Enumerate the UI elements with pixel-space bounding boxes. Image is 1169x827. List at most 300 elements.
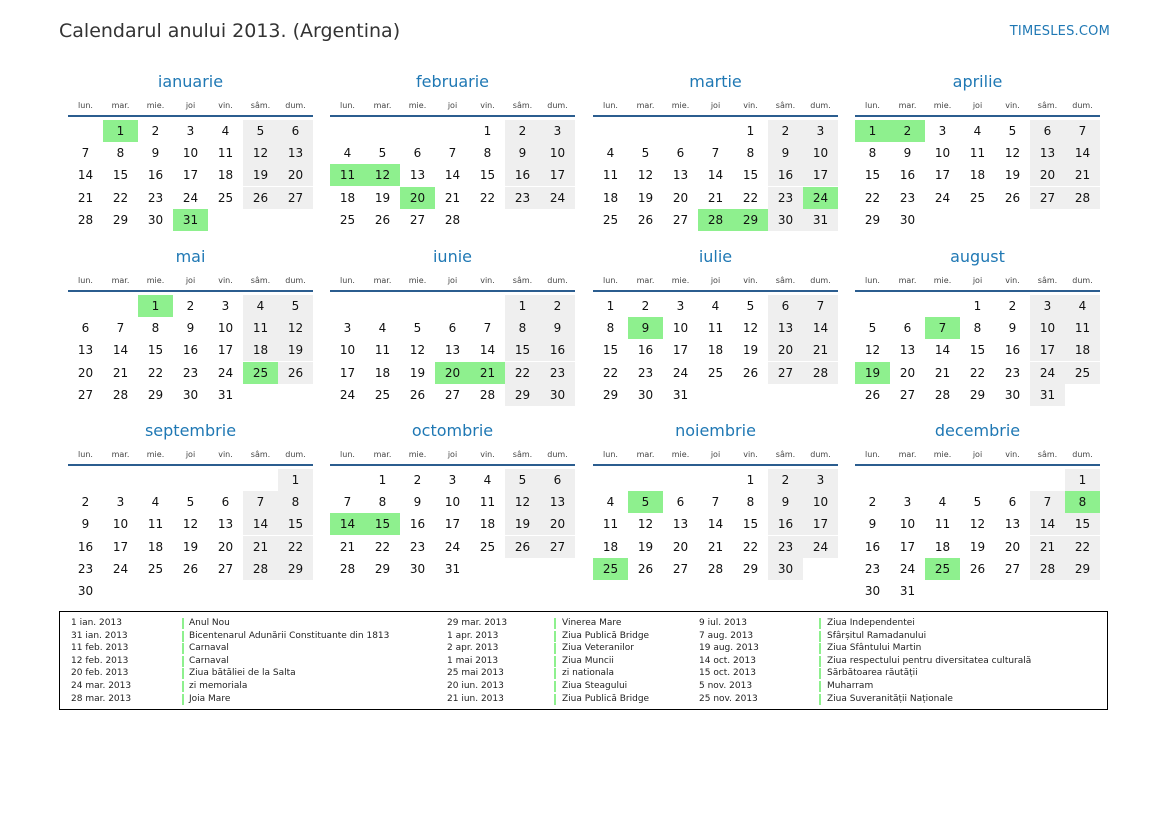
day-cell: 24: [934, 190, 951, 205]
day-cell: 2: [868, 495, 877, 510]
weekday-label: dum.: [285, 450, 306, 459]
day-cell: 27: [1030, 187, 1065, 209]
day-cell: 1: [746, 473, 755, 487]
day-cell: 22: [147, 365, 164, 380]
month-name: decembrie: [934, 421, 1021, 440]
holiday-marker: [182, 618, 184, 629]
holiday-day-cell: 20: [400, 187, 435, 209]
day-cell: 25: [479, 539, 496, 554]
weekday-label: lun.: [603, 450, 618, 459]
day-cell: 18: [934, 539, 951, 554]
day-cell: 9: [868, 517, 877, 532]
weekday-label: dum.: [810, 450, 831, 459]
day-cell: 6: [221, 495, 230, 510]
day-cell: 26: [409, 387, 426, 402]
day-cell: 17: [339, 365, 356, 380]
day-cell: 9: [505, 142, 540, 164]
day-cell: 14: [707, 517, 724, 532]
day-cell: 18: [479, 517, 496, 532]
day-cell: 2: [186, 299, 195, 313]
holiday-marker: [554, 631, 556, 642]
day-cell: 16: [899, 168, 916, 183]
month-name: noiembrie: [675, 421, 756, 440]
day-cell: 22: [112, 190, 129, 205]
day-cell: 9: [540, 317, 575, 339]
legend-item: [699, 693, 1069, 706]
holiday-marker: [182, 694, 184, 705]
day-cell: 14: [112, 343, 129, 358]
day-cell: 17: [444, 517, 461, 532]
brand-link[interactable]: TIMESLES.COM: [1009, 24, 1110, 39]
day-cell: 21: [339, 539, 356, 554]
holiday-marker: [554, 681, 556, 692]
weekday-header: [330, 450, 575, 464]
day-cell: 29: [602, 387, 619, 402]
day-cell: 4: [938, 495, 947, 510]
day-cell: 6: [448, 321, 457, 336]
day-cell: 24: [672, 365, 689, 380]
day-cell: 31: [899, 584, 916, 598]
day-cell: 16: [540, 339, 575, 361]
day-cell: 13: [444, 343, 461, 358]
day-cell: 18: [339, 190, 356, 205]
day-cell: 27: [672, 212, 689, 227]
weekday-label: sâm.: [250, 101, 271, 110]
day-cell: 23: [1004, 365, 1021, 380]
holiday-date: 1 apr. 2013: [447, 630, 499, 641]
day-cell: 3: [186, 124, 195, 138]
holiday-name: Ziua bătăliei de la Salta: [189, 668, 296, 679]
holiday-day-cell: 21: [470, 362, 505, 384]
day-cell: 13: [1030, 142, 1065, 164]
day-cell: 16: [768, 164, 803, 186]
holiday-date: 25 nov. 2013: [699, 693, 758, 704]
day-cell: 21: [1065, 164, 1100, 186]
legend-item: [71, 667, 441, 680]
day-cell: 22: [505, 362, 540, 384]
day-cell: 28: [479, 387, 496, 402]
day-cell: 20: [672, 539, 689, 554]
weekday-label: dum.: [810, 276, 831, 285]
holiday-marker: [819, 643, 821, 654]
day-cell: 28: [339, 561, 356, 576]
day-cell: 6: [1030, 120, 1065, 142]
day-cell: 10: [112, 517, 129, 532]
day-cell: 28: [77, 212, 94, 227]
day-cell: 3: [221, 299, 230, 313]
day-cell: 28: [112, 387, 129, 402]
day-cell: 11: [707, 321, 724, 336]
holiday-name: Muharram: [827, 680, 874, 691]
holiday-name: Ziua Steagului: [562, 680, 628, 691]
day-cell: 10: [1030, 317, 1065, 339]
day-cell: 7: [1030, 491, 1065, 513]
day-cell: 21: [707, 539, 724, 554]
day-cell: 13: [278, 142, 313, 164]
day-cell: 20: [1030, 164, 1065, 186]
weekday-label: lun.: [340, 101, 355, 110]
day-cell: 8: [151, 321, 160, 336]
holiday-marker: [554, 668, 556, 679]
weekday-header: [68, 101, 313, 115]
weekday-label: lun.: [340, 276, 355, 285]
day-cell: 13: [672, 168, 689, 183]
day-cell: 5: [378, 146, 387, 161]
weekday-header: [330, 101, 575, 115]
day-cell: 2: [81, 495, 90, 510]
holiday-date: 12 feb. 2013: [71, 655, 129, 666]
weekday-label: sâm.: [512, 101, 533, 110]
day-cell: 5: [278, 295, 313, 317]
day-cell: 29: [864, 212, 881, 227]
header-rule: [593, 115, 838, 117]
weekday-label: mie.: [408, 101, 427, 110]
day-cell: 26: [243, 187, 278, 209]
holiday-name: zi nationala: [562, 668, 615, 679]
weekday-label: vin.: [743, 276, 758, 285]
holiday-marker: [182, 643, 184, 654]
legend-column: [699, 617, 1069, 705]
holiday-day-cell: 1: [138, 295, 173, 317]
day-cell: 11: [602, 517, 619, 532]
day-cell: 7: [448, 146, 457, 161]
month-iunie: [330, 247, 575, 427]
month-ianuarie: [68, 72, 313, 252]
day-cell: 14: [1030, 513, 1065, 535]
day-cell: 14: [479, 343, 496, 358]
day-cell: 25: [602, 212, 619, 227]
day-cell: 1: [483, 124, 492, 138]
day-cell: 20: [77, 365, 94, 380]
weekday-label: joi: [972, 101, 983, 110]
legend-item: [71, 617, 441, 630]
day-cell: 1: [606, 299, 615, 313]
day-cell: 26: [182, 561, 199, 576]
weekday-label: joi: [447, 101, 458, 110]
month-name: octombrie: [411, 421, 494, 440]
day-cell: 30: [768, 209, 803, 231]
month-octombrie: [330, 421, 575, 601]
day-cell: 4: [378, 321, 387, 336]
holiday-date: 1 mai 2013: [447, 655, 499, 666]
day-cell: 21: [112, 365, 129, 380]
day-cell: 5: [868, 321, 877, 336]
weekday-header: [593, 276, 838, 290]
day-cell: 24: [339, 387, 356, 402]
day-cell: 22: [374, 539, 391, 554]
weekday-header: [68, 276, 313, 290]
day-cell: 5: [1008, 124, 1017, 138]
weekday-label: mie.: [933, 450, 952, 459]
holiday-name: Carnaval: [189, 643, 229, 654]
weekday-label: mar.: [898, 101, 917, 110]
day-cell: 6: [540, 469, 575, 491]
weekday-label: mar.: [373, 101, 392, 110]
weekday-label: sâm.: [250, 276, 271, 285]
day-cell: 7: [81, 146, 90, 161]
day-cell: 10: [444, 495, 461, 510]
day-cell: 7: [803, 295, 838, 317]
holiday-date: 9 iul. 2013: [699, 618, 747, 628]
day-cell: 22: [969, 365, 986, 380]
day-cell: 18: [707, 343, 724, 358]
holiday-name: Ziua Sfântului Martin: [827, 643, 922, 654]
day-cell: 30: [409, 561, 426, 576]
day-cell: 16: [147, 168, 164, 183]
day-cell: 23: [768, 536, 803, 558]
day-cell: 31: [672, 387, 689, 402]
legend-item: [699, 617, 1069, 630]
day-cell: 22: [602, 365, 619, 380]
header-rule: [855, 290, 1100, 292]
day-cell: 1: [746, 124, 755, 138]
holiday-name: Anul Nou: [189, 618, 230, 628]
header-rule: [855, 464, 1100, 466]
legend-item: [71, 630, 441, 643]
weekday-label: mar.: [111, 276, 130, 285]
holiday-day-cell: 25: [593, 558, 628, 580]
holiday-day-cell: 12: [365, 164, 400, 186]
header-rule: [68, 115, 313, 117]
day-cell: 11: [969, 146, 986, 161]
day-cell: 11: [934, 517, 951, 532]
holiday-name: Sfârșitul Ramadanului: [827, 630, 927, 641]
weekday-label: vin.: [1005, 450, 1020, 459]
holiday-marker: [819, 656, 821, 667]
day-cell: 2: [413, 473, 422, 487]
holiday-name: Vinerea Mare: [562, 618, 622, 628]
day-cell: 5: [186, 495, 195, 510]
day-cell: 17: [540, 164, 575, 186]
holiday-name: Ziua Publică Bridge: [562, 630, 650, 641]
day-cell: 1: [278, 469, 313, 491]
day-cell: 28: [1065, 187, 1100, 209]
day-cell: 18: [602, 190, 619, 205]
day-cell: 8: [746, 495, 755, 510]
weekday-label: lun.: [865, 101, 880, 110]
weekday-label: sâm.: [775, 101, 796, 110]
day-cell: 6: [1008, 495, 1017, 510]
day-cell: 29: [742, 561, 759, 576]
holiday-day-cell: 19: [855, 362, 890, 384]
holiday-day-cell: 5: [628, 491, 663, 513]
day-cell: 13: [217, 517, 234, 532]
day-cell: 30: [1004, 387, 1021, 402]
day-cell: 17: [217, 343, 234, 358]
day-cell: 23: [505, 187, 540, 209]
day-cell: 25: [707, 365, 724, 380]
weekday-label: mar.: [898, 276, 917, 285]
day-cell: 12: [742, 321, 759, 336]
day-cell: 7: [711, 495, 720, 510]
legend-item: [71, 655, 441, 668]
holiday-name: Ziua Suveranității Naționale: [827, 693, 953, 704]
day-cell: 9: [768, 142, 803, 164]
day-cell: 3: [1030, 295, 1065, 317]
day-cell: 7: [243, 491, 278, 513]
day-cell: 29: [969, 387, 986, 402]
day-cell: 2: [505, 120, 540, 142]
day-cell: 27: [278, 187, 313, 209]
day-cell: 15: [278, 513, 313, 535]
day-cell: 10: [217, 321, 234, 336]
weekday-label: dum.: [547, 276, 568, 285]
day-cell: 11: [602, 168, 619, 183]
day-cell: 7: [343, 495, 352, 510]
day-cell: 8: [746, 146, 755, 161]
day-cell: 11: [217, 146, 234, 161]
day-cell: 30: [768, 558, 803, 580]
day-cell: 17: [112, 539, 129, 554]
day-cell: 11: [147, 517, 164, 532]
month-name: ianuarie: [157, 72, 224, 91]
day-cell: 10: [672, 321, 689, 336]
day-cell: 6: [903, 321, 912, 336]
weekday-header: [855, 101, 1100, 115]
weekday-label: sâm.: [250, 450, 271, 459]
day-cell: 26: [1004, 190, 1021, 205]
day-cell: 15: [112, 168, 129, 183]
holiday-marker: [182, 656, 184, 667]
day-cell: 9: [903, 146, 912, 161]
day-cell: 29: [147, 387, 164, 402]
day-cell: 3: [938, 124, 947, 138]
day-cell: 24: [217, 365, 234, 380]
holiday-day-cell: 9: [628, 317, 663, 339]
day-cell: 17: [899, 539, 916, 554]
weekday-label: mar.: [373, 276, 392, 285]
holiday-day-cell: 25: [925, 558, 960, 580]
day-cell: 8: [606, 321, 615, 336]
day-cell: 5: [505, 469, 540, 491]
weekday-header: [330, 276, 575, 290]
day-cell: 15: [742, 168, 759, 183]
day-cell: 17: [182, 168, 199, 183]
day-cell: 22: [864, 190, 881, 205]
day-cell: 12: [243, 142, 278, 164]
day-cell: 14: [707, 168, 724, 183]
day-cell: 18: [969, 168, 986, 183]
day-cell: 20: [278, 164, 313, 186]
weekday-label: mie.: [146, 101, 165, 110]
day-cell: 9: [1008, 321, 1017, 336]
day-cell: 15: [602, 343, 619, 358]
weekday-label: mie.: [933, 276, 952, 285]
day-cell: 17: [934, 168, 951, 183]
holiday-day-cell: 1: [855, 120, 890, 142]
holiday-date: 20 iun. 2013: [447, 680, 504, 691]
weekday-label: joi: [185, 450, 196, 459]
day-cell: 19: [505, 513, 540, 535]
day-cell: 8: [483, 146, 492, 161]
header-rule: [593, 290, 838, 292]
day-cell: 16: [77, 539, 94, 554]
day-cell: 15: [147, 343, 164, 358]
weekday-label: vin.: [743, 450, 758, 459]
legend-item: [71, 680, 441, 693]
holiday-name: Ziua Veteranilor: [562, 643, 634, 654]
day-cell: 26: [637, 561, 654, 576]
weekday-header: [855, 276, 1100, 290]
day-cell: 29: [374, 561, 391, 576]
day-cell: 23: [864, 561, 881, 576]
holiday-date: 29 mar. 2013: [447, 618, 508, 628]
holiday-date: 1 ian. 2013: [71, 618, 122, 628]
day-cell: 27: [77, 387, 94, 402]
weekday-label: joi: [710, 450, 721, 459]
holiday-date: 14 oct. 2013: [699, 655, 756, 666]
weekday-label: dum.: [547, 101, 568, 110]
day-cell: 4: [151, 495, 160, 510]
weekday-label: dum.: [1072, 450, 1093, 459]
day-cell: 22: [479, 190, 496, 205]
holiday-name: Carnaval: [189, 655, 229, 666]
month-mai: [68, 247, 313, 427]
day-cell: 30: [77, 584, 94, 598]
day-cell: 21: [444, 190, 461, 205]
month-name: februarie: [415, 72, 490, 91]
holiday-date: 15 oct. 2013: [699, 668, 756, 679]
holiday-marker: [819, 668, 821, 679]
weekday-label: mie.: [146, 450, 165, 459]
day-cell: 29: [505, 384, 540, 406]
weekday-label: joi: [710, 276, 721, 285]
holiday-name: Bicentenarul Adunării Constituante din 1813: [189, 630, 390, 641]
day-cell: 10: [182, 146, 199, 161]
weekday-label: lun.: [865, 450, 880, 459]
day-cell: 20: [217, 539, 234, 554]
day-cell: 27: [409, 212, 426, 227]
weekday-label: mar.: [636, 276, 655, 285]
day-cell: 18: [217, 168, 234, 183]
holiday-marker: [819, 681, 821, 692]
day-cell: 21: [1030, 536, 1065, 558]
day-cell: 1: [505, 295, 540, 317]
day-cell: 9: [186, 321, 195, 336]
day-cell: 8: [378, 495, 387, 510]
day-cell: 21: [934, 365, 951, 380]
day-cell: 6: [676, 146, 685, 161]
day-cell: 31: [444, 561, 461, 576]
holiday-marker: [182, 668, 184, 679]
day-cell: 15: [864, 168, 881, 183]
day-cell: 5: [243, 120, 278, 142]
day-cell: 27: [444, 387, 461, 402]
day-cell: 31: [803, 209, 838, 231]
day-cell: 17: [803, 164, 838, 186]
day-cell: 9: [413, 495, 422, 510]
day-cell: 4: [1065, 295, 1100, 317]
legend-item: [699, 680, 1069, 693]
holiday-name: Ziua respectului pentru diversitatea culturală: [827, 655, 1032, 666]
day-cell: 8: [278, 491, 313, 513]
weekday-label: vin.: [1005, 101, 1020, 110]
legend-item: [699, 630, 1069, 643]
day-cell: 27: [1004, 561, 1021, 576]
day-cell: 14: [243, 513, 278, 535]
weekday-label: mie.: [671, 276, 690, 285]
day-cell: 15: [969, 343, 986, 358]
weekday-label: lun.: [78, 450, 93, 459]
day-cell: 25: [147, 561, 164, 576]
day-cell: 30: [899, 212, 916, 227]
weekday-label: dum.: [1072, 101, 1093, 110]
day-cell: 28: [444, 212, 461, 227]
day-cell: 15: [1065, 513, 1100, 535]
weekday-label: joi: [972, 276, 983, 285]
weekday-label: sâm.: [1037, 101, 1058, 110]
day-cell: 20: [899, 365, 916, 380]
